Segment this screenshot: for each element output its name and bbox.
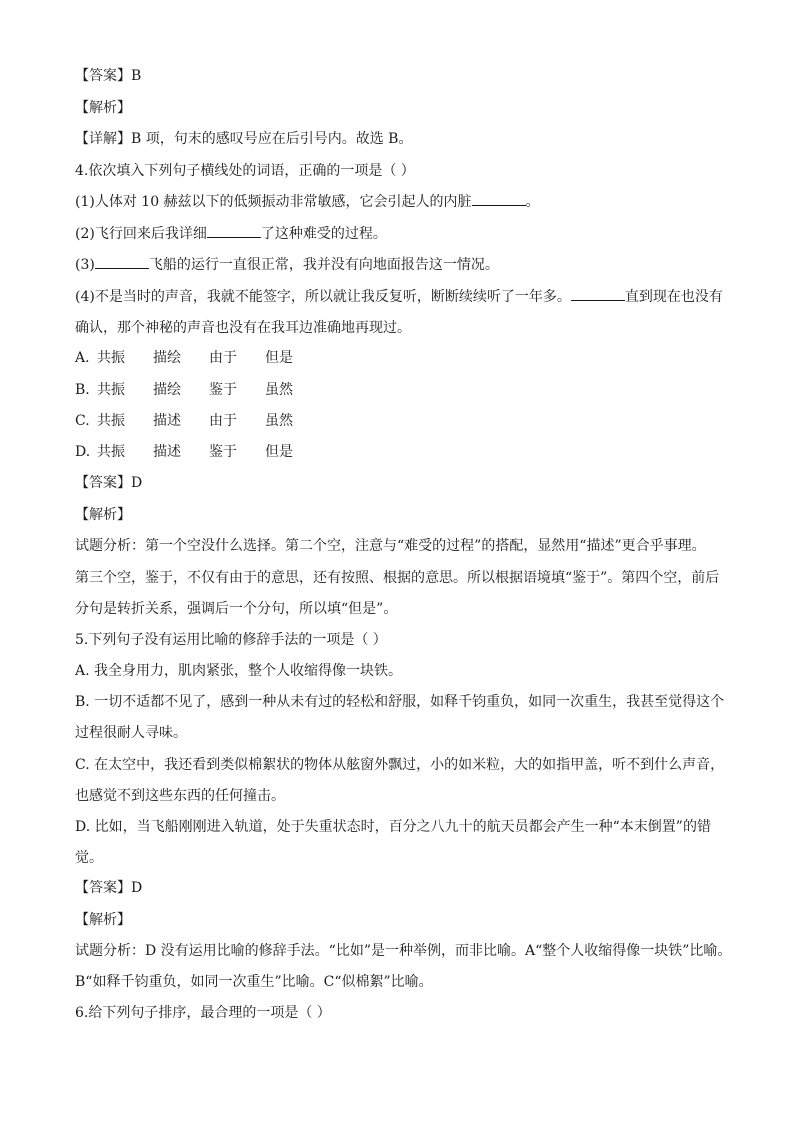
answer-tag: 【答案】 — [75, 880, 131, 896]
question-5-stem: 5.下列句子没有运用比喻的修辞手法的一项是（ ） — [75, 632, 387, 648]
option-word: 鉴于 — [209, 382, 237, 398]
q5-option-a: A. 我全身用力，肌肉紧张，整个人收缩得像一块铁。 — [75, 663, 403, 679]
option-word: 描绘 — [153, 382, 181, 398]
option-letter: C. — [75, 413, 90, 429]
q5-option-b: B. 一切不适都不见了，感到一种从未有过的轻松和舒服，如释千钧重负，如同一次重生，我甚至觉得这个 — [75, 694, 725, 710]
q4-s1-text: (1)人体对 10 赫兹以下的低频振动非常敏感，它会引起人的内脏 — [75, 194, 472, 210]
option-letter: D. — [75, 444, 91, 460]
option-word: 由于 — [209, 350, 237, 366]
fill-blank — [207, 224, 261, 238]
option-word: 描绘 — [153, 350, 181, 366]
analysis-text: B“如释千钧重负，如同一次重生”比喻。C“似棉絮”比喻。 — [75, 974, 433, 990]
q4-sentence-4-cont: 确认，那个神秘的声音也没有在我耳边准确地再现过。 — [75, 320, 411, 336]
analysis-tag: 【解析】 — [75, 507, 131, 523]
detail-tag: 【详解】 — [75, 131, 131, 147]
detail-line — [75, 129, 412, 149]
option-word: 共振 — [97, 350, 125, 366]
answer-value: D — [131, 880, 143, 896]
option-word: 虽然 — [265, 382, 293, 398]
option-word: 描述 — [153, 413, 181, 429]
option-word: 共振 — [97, 444, 125, 460]
q4-s4-text: (4)不是当时的声音，我就不能签字，所以就让我反复听，断断续续听了一年多。 — [75, 289, 571, 305]
option-letter: A. — [75, 350, 90, 366]
analysis-tag: 【解析】 — [75, 912, 131, 928]
option-word: 但是 — [265, 350, 293, 366]
option-word: 但是 — [265, 444, 293, 460]
q4-sentence-2 — [75, 224, 387, 244]
detail-text: B 项，句末的感叹号应在后引号内。故选 B。 — [131, 131, 413, 147]
fill-blank — [95, 255, 149, 269]
q4-sentence-3 — [75, 255, 499, 275]
answer-tag: 【答案】 — [75, 475, 131, 491]
option-d — [75, 442, 321, 462]
analysis-text: 试题分析：D 没有运用比喻的修辞手法。“比如”是一种举例，而非比喻。A“整个人收缩得像一块铁”比喻。 — [75, 943, 732, 959]
q5-option-c: C. 在太空中，我还看到类似棉絮状的物体从舷窗外飘过，小的如米粒，大的如指甲盖，听不到什么声音， — [75, 757, 725, 773]
q4-sentence-4 — [75, 287, 723, 307]
option-word: 由于 — [209, 413, 237, 429]
question-6-stem: 6.给下列句子排序，最合理的一项是（ ） — [75, 1005, 331, 1021]
answer-line — [75, 473, 142, 493]
q5-option-b-cont: 过程很耐人寻味。 — [75, 725, 187, 741]
q4-sentence-1 — [75, 192, 540, 212]
fill-blank — [472, 192, 526, 206]
analysis-text: 分句是转折关系，强调后一个分句，所以填“但是”。 — [75, 601, 398, 617]
option-letter: B. — [75, 382, 90, 398]
answer-line — [75, 66, 141, 86]
analysis-text: 试题分析：第一个空没什么选择。第二个空，注意与“难受的过程”的搭配，显然用“描述”更合乎事理。 — [75, 538, 706, 554]
q4-s3-end: 飞船的运行一直很正常，我并没有向地面报告这一情况。 — [148, 257, 499, 273]
q4-s3-text: (3) — [75, 257, 95, 273]
option-b — [75, 380, 321, 400]
question-4-stem: 4.依次填入下列句子横线处的词语，正确的一项是（ ） — [75, 163, 415, 179]
option-c — [75, 411, 321, 431]
q5-option-d-cont: 觉。 — [75, 850, 103, 866]
answer-value: D — [131, 475, 143, 491]
answer-value: B — [131, 68, 142, 84]
answer-tag: 【答案】 — [75, 68, 131, 84]
option-word: 描述 — [153, 444, 181, 460]
fill-blank — [571, 287, 625, 301]
q5-option-d: D. 比如，当飞船刚刚进入轨道，处于失重状态时，百分之八九十的航天员都会产生一种“本末倒置”的错 — [75, 819, 711, 835]
option-word: 虽然 — [265, 413, 293, 429]
analysis-text: 第三个空，鉴于，不仅有由于的意思，还有按照、根据的意思。所以根据语境填“鉴于”。第四个空，前后 — [75, 570, 720, 586]
q4-s1-end: 。 — [525, 194, 540, 210]
option-a — [75, 348, 321, 368]
option-word: 共振 — [97, 413, 125, 429]
q5-option-c-cont: 也感觉不到这些东西的任何撞击。 — [75, 788, 285, 804]
answer-line — [75, 878, 142, 898]
q4-s4-mid: 直到现在也没有 — [624, 289, 723, 305]
q4-s2-text: (2)飞行回来后我详细 — [75, 226, 207, 242]
analysis-tag: 【解析】 — [75, 100, 131, 116]
q4-s2-end: 了这种难受的过程。 — [260, 226, 387, 242]
option-word: 鉴于 — [209, 444, 237, 460]
option-word: 共振 — [97, 382, 125, 398]
